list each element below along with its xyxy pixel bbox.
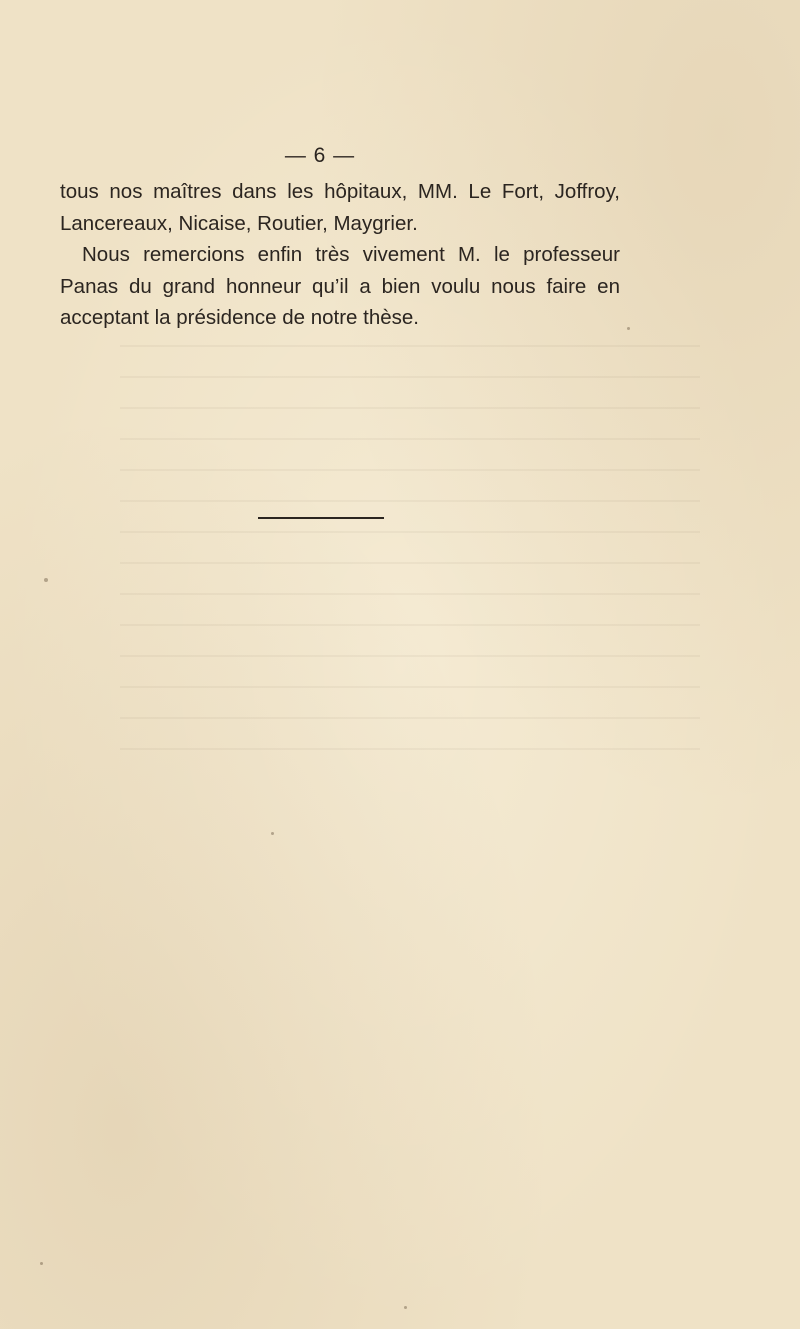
text-line: Panas du grand honneur qu’il a bien voulu nous faire en	[60, 274, 620, 298]
section-divider	[258, 517, 384, 519]
paper-speck	[271, 832, 274, 835]
paragraph-2	[60, 239, 620, 334]
show-through-texture	[120, 330, 700, 750]
text-line: Lancereaux, Nicaise, Routier, Maygrier.	[60, 211, 418, 235]
page-number: — 6 —	[284, 144, 356, 167]
text-line: Nous remercions enfin très vivement M. le professeur	[82, 243, 620, 266]
text-line: tous nos maîtres dans les hôpitaux, MM. Le Fort, Joffroy,	[60, 180, 620, 203]
paper-speck	[627, 327, 630, 330]
paper-speck	[44, 578, 48, 582]
body-text	[60, 176, 620, 334]
text-line: acceptant la présidence de notre thèse.	[60, 306, 419, 329]
paper-speck	[40, 1262, 43, 1265]
paragraph-1	[60, 176, 620, 239]
paper-speck	[404, 1306, 407, 1309]
